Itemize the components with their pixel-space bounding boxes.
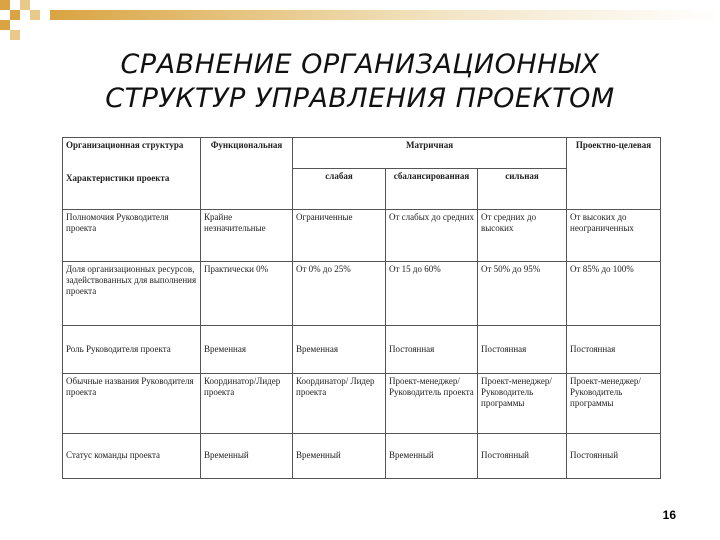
comparison-table [62, 137, 661, 479]
corner-bottom-label: Характеристики проекта [66, 173, 170, 183]
decor-square [10, 30, 20, 40]
row-label: Статус команды проекта [63, 433, 201, 479]
page-number: 16 [662, 508, 676, 522]
title-line-2: СТРУКТУР УПРАВЛЕНИЯ ПРОЕКТОМ [105, 83, 615, 114]
header-corner [63, 138, 201, 210]
header-matrix-balanced: сбалансированная [386, 169, 478, 210]
decor-square [30, 10, 40, 20]
cell-balanced: Постоянная [386, 326, 478, 374]
row-label: Роль Руководителя проекта [63, 326, 201, 374]
cell-functional: Практически 0% [201, 261, 293, 325]
header-projectized: Проектно-целевая [567, 138, 661, 210]
decor-square [0, 20, 10, 30]
title-line-1: СРАВНЕНИЕ ОРГАНИЗАЦИОННЫХ [120, 49, 600, 80]
corner-top-label: Организационная структура [66, 140, 184, 150]
cell-balanced: От 15 до 60% [386, 261, 478, 325]
cell-strong: Постоянная [478, 326, 567, 374]
cell-functional: Крайне незначительные [201, 210, 293, 262]
table-row [63, 326, 661, 374]
table-row [63, 433, 661, 479]
cell-projectized: Постоянная [567, 326, 661, 374]
header-matrix-strong: сильная [478, 169, 567, 210]
decor-square [20, 0, 30, 10]
cell-balanced: От слабых до средних [386, 210, 478, 262]
decor-square [10, 10, 20, 20]
cell-strong: Проект-менеджер/ Руководитель программы [478, 373, 567, 433]
cell-projectized: От 85% до 100% [567, 261, 661, 325]
cell-functional: Временная [201, 326, 293, 374]
header-functional: Функциональная [201, 138, 293, 210]
cell-strong: От средних до высоких [478, 210, 567, 262]
cell-balanced: Временный [386, 433, 478, 479]
cell-weak: Временная [293, 326, 386, 374]
cell-projectized: От высоких до неограниченных [567, 210, 661, 262]
cell-functional: Временный [201, 433, 293, 479]
row-label: Полномочия Руководителя проекта [63, 210, 201, 262]
header-matrix-weak: слабая [293, 169, 386, 210]
cell-balanced: Проект-менеджер/ Руководитель проекта [386, 373, 478, 433]
cell-projectized: Проект-менеджер/ Руководитель программы [567, 373, 661, 433]
decor-square [0, 0, 10, 10]
cell-strong: От 50% до 95% [478, 261, 567, 325]
cell-functional: Координатор/Лидер проекта [201, 373, 293, 433]
table-row [63, 210, 661, 262]
cell-weak: Координатор/ Лидер проекта [293, 373, 386, 433]
table-row [63, 261, 661, 325]
cell-strong: Постоянный [478, 433, 567, 479]
header-matrix: Матричная [293, 138, 567, 169]
table-row [63, 373, 661, 433]
cell-weak: Временный [293, 433, 386, 479]
row-label: Обычные названия Руководителя проекта [63, 373, 201, 433]
slide-title [80, 48, 640, 116]
cell-projectized: Постоянный [567, 433, 661, 479]
decor-top-bar [50, 10, 720, 20]
cell-weak: Ограниченные [293, 210, 386, 262]
cell-weak: От 0% до 25% [293, 261, 386, 325]
row-label: Доля организационных ресурсов, задействованных для выполнения проекта [63, 261, 201, 325]
